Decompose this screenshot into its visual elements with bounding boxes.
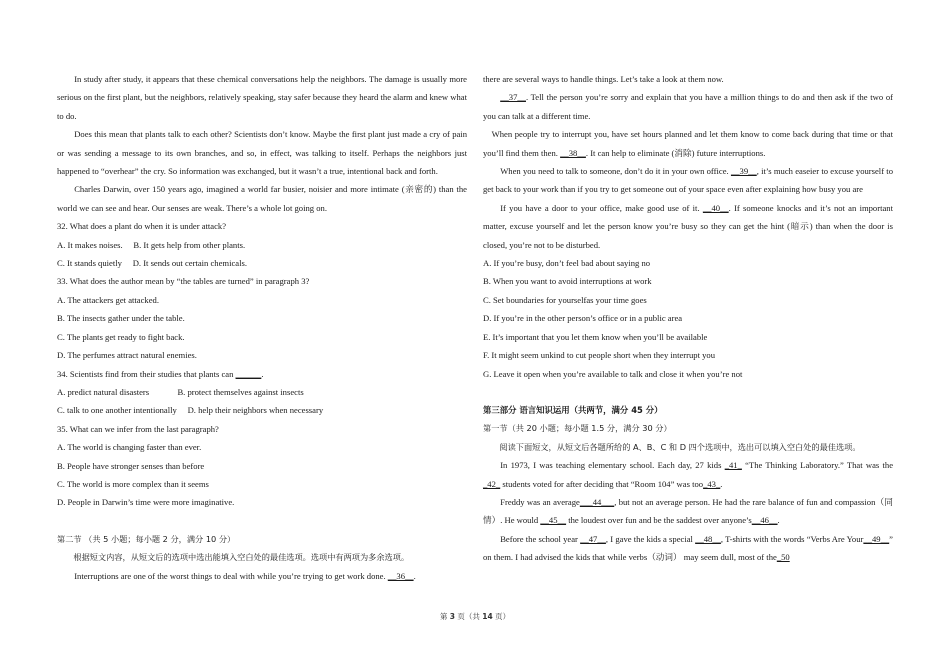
answer-blank-45: __45__ — [540, 515, 567, 526]
option-d[interactable]: D. It sends out certain chemicals. — [132, 258, 247, 269]
option-a[interactable]: A. predict natural disasters — [57, 386, 150, 397]
answer-blank-47: __47__ — [580, 533, 606, 544]
passage-paragraph: In 1973, I was teaching elementary school. Each day, 27 kids _41_ “The Thinking Laboratory.” That was the _42_ students voted for after deciding that “Room 104” was too_43_. — [483, 460, 894, 489]
passage-paragraph: there are several ways to handle things. Let’s take a look at them now. — [483, 74, 724, 84]
answer-blank-39: __39__ — [730, 166, 757, 177]
question-32-options-cd — [57, 254, 467, 272]
section-1-title: 第一节（共 20 小题；每小题 1.5 分，满分 30 分） — [483, 423, 672, 434]
option-d[interactable]: D. People in Darwin’s time were more imaginative. — [57, 497, 235, 508]
answer-blank-36: __36__ — [387, 570, 414, 581]
option-d[interactable]: D. The perfumes attract natural enemies. — [57, 350, 197, 361]
question-35-stem: 35. What can we infer from the last paragraph? — [57, 423, 219, 434]
section-1-instructions: 阅读下面短文，从短文后各题所给的 A、B、C 和 D 四个选项中，选出可以填入空白处的最佳选项。 — [499, 441, 861, 452]
question-34-options-ab — [57, 383, 467, 401]
passage-paragraph: Before the school year __47__, I gave the kids a special __48__, T-shirts with the words “Verbs Are Your__49__” on them. I had advised the kids that while verbs（动词） may seem dull, most of the_50 — [483, 533, 893, 563]
option-c[interactable]: C. It stands quietly — [57, 258, 122, 269]
answer-blank-48: __48__ — [695, 533, 721, 544]
part-3-title: 第三部分 语言知识运用（共两节，满分 45 分） — [483, 404, 663, 415]
question-32-options-ab — [57, 236, 467, 254]
option-e[interactable]: E. It’s important that you let them know when you’ll be available — [483, 331, 708, 342]
passage-paragraph: Charles Darwin, over 150 years ago, imagined a world far busier, noisier and more intimate (亲密的) than the world we can see and hear. Our senses are weak. There’s a whole lot going on. — [57, 184, 467, 213]
option-c[interactable]: C. talk to one another intentionally — [57, 405, 177, 416]
option-a[interactable]: A. If you’re busy, don’t feel bad about saying no — [483, 258, 651, 269]
option-c[interactable]: C. Set boundaries for yourselfas your time goes — [483, 294, 647, 305]
section-2-title: 第二节 （共 5 小题；每小题 2 分，满分 10 分） — [57, 533, 236, 544]
option-d[interactable]: D. If you’re in the other person’s office or in a public area — [483, 313, 683, 324]
passage-paragraph: In study after study, it appears that these chemical conversations help the neighbors. The damage is usually more serious on the first plant, but the neighbors, relatively speaking, stay safer because they heard the alarm and knew what to do. — [57, 74, 467, 121]
answer-blank-38: __38__ — [560, 147, 586, 158]
answer-blank-50: _50 — [776, 552, 790, 563]
page-number: 3 — [449, 612, 455, 621]
answer-blank-42: _42_ — [483, 478, 501, 489]
option-c[interactable]: C. The world is more complex than it seems — [57, 478, 209, 489]
question-32-stem: 32. What does a plant do when it is under attack? — [57, 221, 227, 232]
option-g[interactable]: G. Leave it open when you’re available to talk and close it when you’re not — [483, 368, 743, 379]
left-column — [57, 70, 467, 585]
answer-blank-46: __46__ — [751, 515, 778, 526]
option-a[interactable]: A. The world is changing faster than ever. — [57, 442, 202, 453]
passage-paragraph: Interruptions are one of the worst things to deal with while you’re trying to get work done. __36__. — [74, 570, 416, 581]
question-33-stem: 33. What does the author mean by “the tables are turned” in paragraph 3? — [57, 276, 310, 287]
spacer — [57, 512, 467, 530]
passage-paragraph: Freddy was an average___44___, but not an average person. He had the rare balance of fun and compassion（同情）. He would __45__ the loudest over fun and be the saddest over anyone’s__46__. — [483, 496, 893, 526]
answer-blank-44: ___44___ — [579, 496, 615, 507]
option-b[interactable]: B. The insects gather under the table. — [57, 313, 185, 324]
option-b[interactable]: B. It gets help from other plants. — [133, 239, 246, 250]
answer-blank-40: __40__ — [702, 202, 729, 213]
answer-blank-49: __49__ — [863, 533, 890, 544]
passage-paragraph: When people try to interrupt you, have set hours planned and let them know to come back during that time or that you’ll find them then. __38__. It can help to eliminate (消除) future interruptions. — [483, 129, 893, 158]
passage-paragraph: If you have a door to your office, make good use of it. __40__. If someone knocks and it’s not an important matter, excuse yourself and let the person know you’re busy so they can get the hint (暗示) than when the door is closed, you’re not to be disturbed. — [483, 202, 893, 250]
option-b[interactable]: B. protect themselves against insects — [177, 386, 304, 397]
answer-blank-41: _41_ — [724, 460, 742, 471]
option-a[interactable]: A. It makes noises. — [57, 239, 123, 250]
option-d[interactable]: D. help their neighbors when necessary — [187, 405, 324, 416]
passage-paragraph: When you need to talk to someone, don’t do it in your own office. __39__, it’s much easeier to excuse yourself to get back to your work than if you try to get someone out of your space even after explaining how busy you are — [483, 166, 893, 195]
section-2-instructions: 根据短文内容，从短文后的选项中选出能填入空白处的最佳选项。选项中有两项为多余选项。 — [73, 552, 410, 563]
option-f[interactable]: F. It might seem unkind to cut people short when they interrupt you — [483, 350, 716, 361]
option-b[interactable]: B. People have stronger senses than before — [57, 460, 205, 471]
answer-blank-37: __37__ — [500, 92, 526, 103]
answer-blank-43: _43_ — [703, 478, 721, 489]
passage-paragraph: __37__. Tell the person you’re sorry and explain that you have a million things to do and then ask if the two of you can talk at a different time. — [483, 92, 893, 121]
option-b[interactable]: B. When you want to avoid interruptions at work — [483, 276, 652, 287]
question-34-options-cd — [57, 401, 467, 419]
answer-blank: ______ — [235, 368, 262, 379]
passage-paragraph: Does this mean that plants talk to each other? Scientists don’t know. Maybe the first plant just made a cry of pain or was sending a message to its own branches, and so, in effect, was talking to itself. Perhaps the neighbors just happened to “overhear” the cry. So information was exchanged, but it wasn’t a true, intentional back and forth. — [57, 129, 467, 177]
page-total: 14 — [482, 612, 493, 621]
question-34-stem: 34. Scientists find from their studies that plants can ______. — [57, 368, 264, 379]
option-a[interactable]: A. The attackers get attacked. — [57, 294, 159, 305]
spacer — [483, 383, 893, 401]
option-c[interactable]: C. The plants get ready to fight back. — [57, 331, 185, 342]
right-column — [483, 70, 893, 567]
page-footer: 第 3 页（共 14 页） — [439, 612, 511, 621]
